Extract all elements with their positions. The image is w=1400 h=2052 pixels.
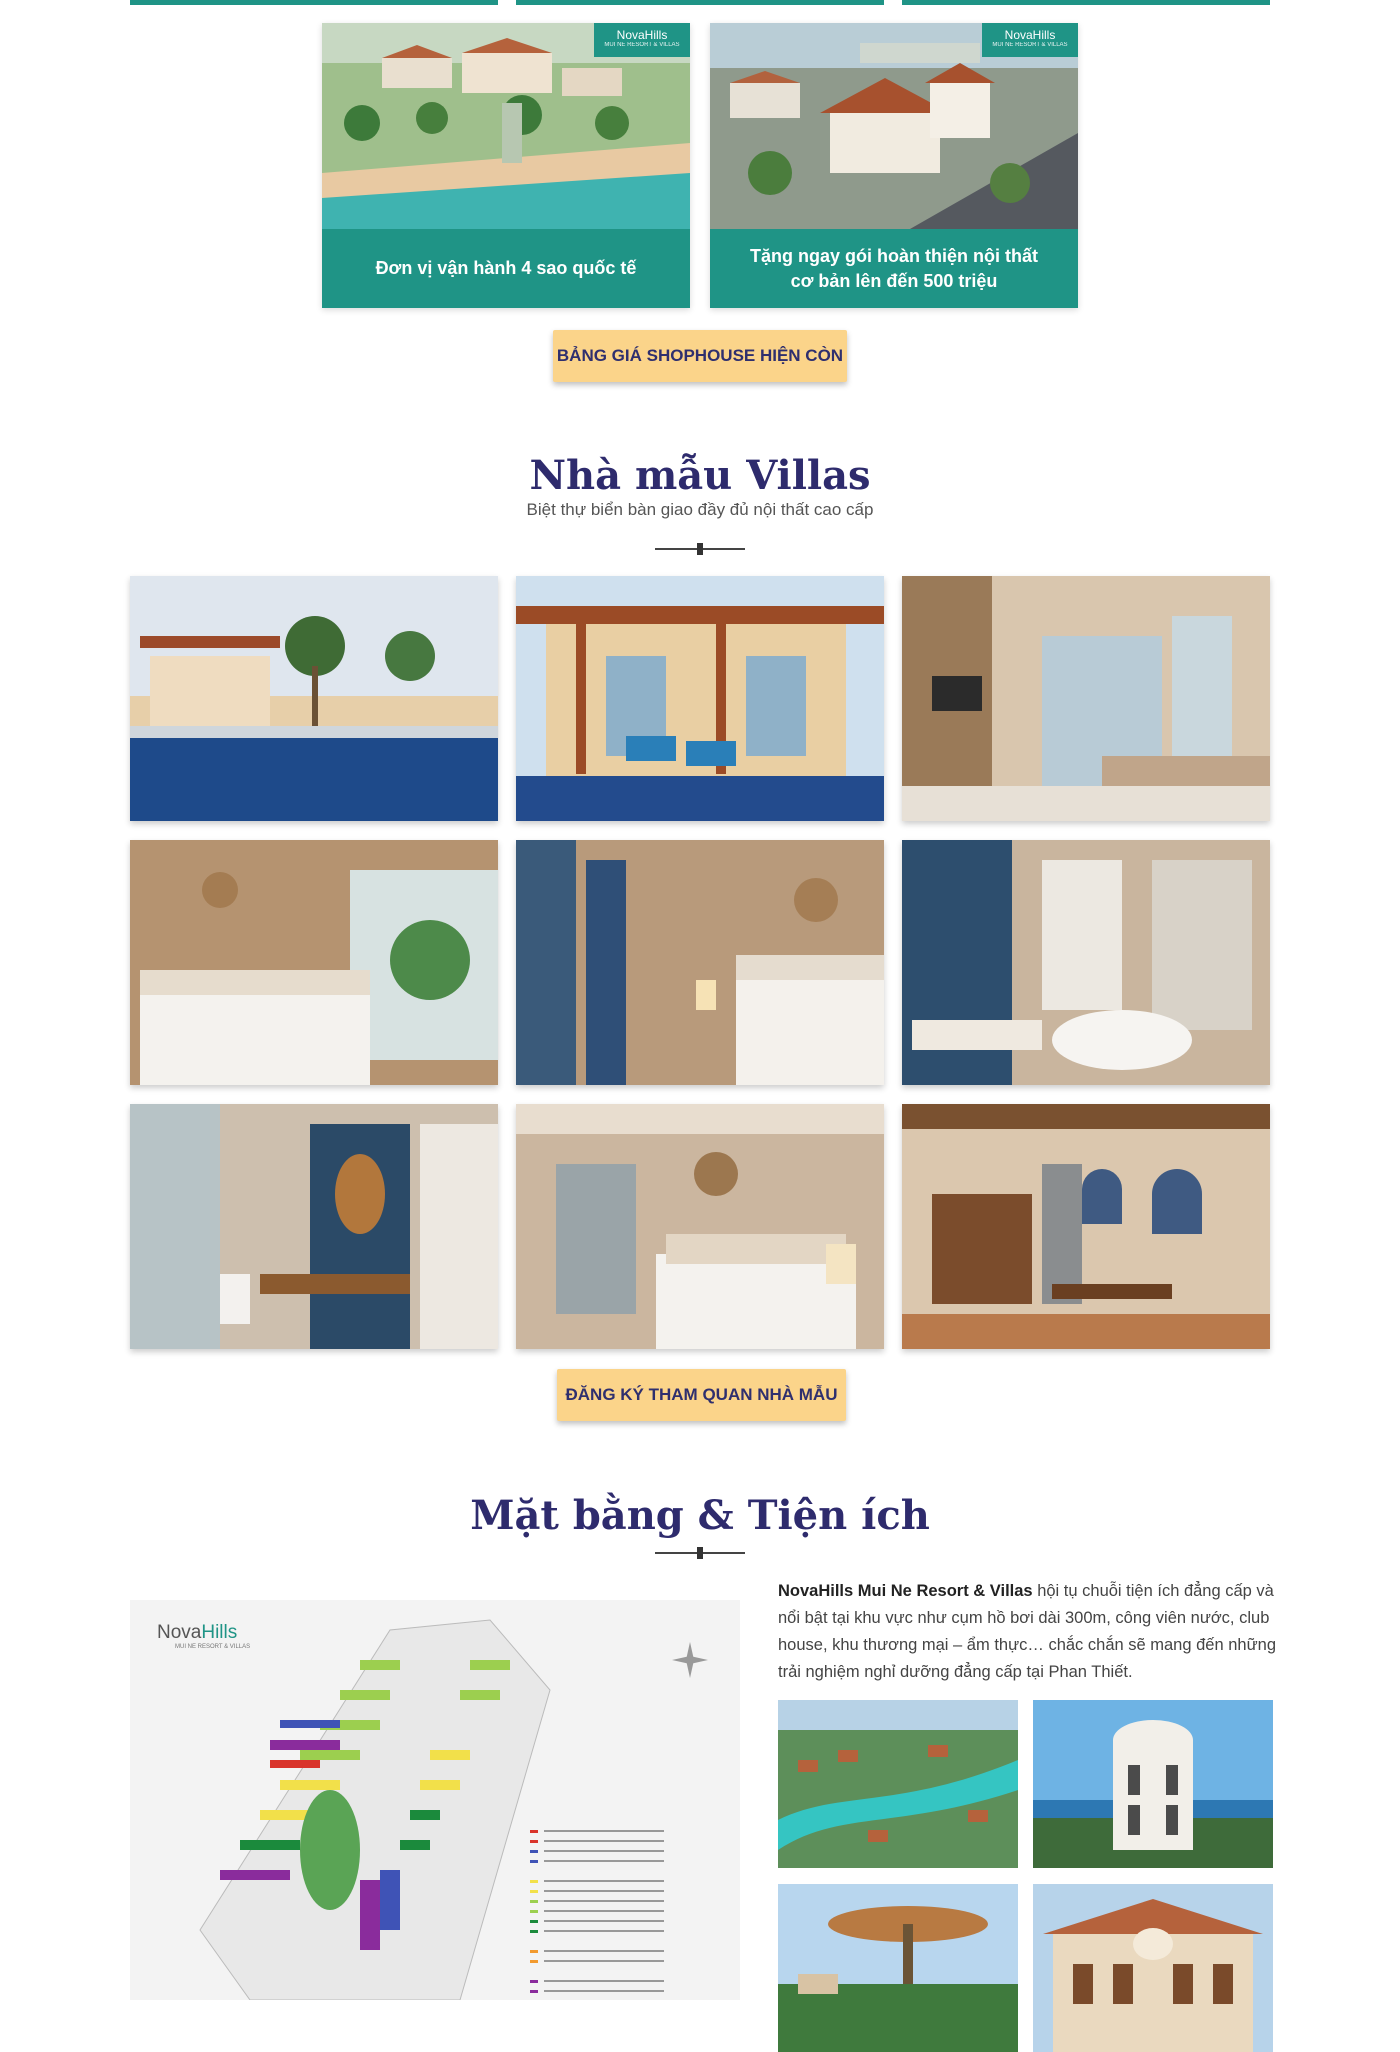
amenities-title: Mặt bằng & Tiện ích <box>470 1492 930 1539</box>
villa-photo-bedroom-tv[interactable] <box>516 1104 884 1349</box>
amenity-resort-dome[interactable] <box>778 1884 1018 2052</box>
card-edge-1 <box>130 0 498 5</box>
villas-title: Nhà mẫu Villas <box>529 452 871 499</box>
amenity-bell-tower[interactable] <box>1033 1700 1273 1868</box>
villa-photo-kitchen[interactable] <box>902 1104 1270 1349</box>
shophouse-price-button[interactable]: BẢNG GIÁ SHOPHOUSE HIỆN CÒN <box>553 330 847 382</box>
brand-badge: NovaHills MUI NE RESORT & VILLAS <box>594 23 690 57</box>
villas-subtitle: Biệt thự biển bàn giao đầy đủ nội thất cao cấp <box>526 500 874 519</box>
villa-photo-bedroom-wood[interactable] <box>516 840 884 1085</box>
brand-badge: NovaHills MUI NE RESORT & VILLAS <box>982 23 1078 57</box>
amenity-pool-aerial[interactable] <box>778 1700 1018 1868</box>
divider-mark <box>697 543 703 555</box>
villa-photo-pool[interactable] <box>130 576 498 821</box>
feature-caption: Tặng ngay gói hoàn thiện nội thất cơ bản lên đến 500 triệu <box>710 229 1078 308</box>
site-plan-map[interactable] <box>130 1600 740 2000</box>
amenity-clubhouse[interactable] <box>1033 1884 1273 2052</box>
resort-beach-render <box>322 23 690 229</box>
feature-card-operator <box>322 23 690 308</box>
card-edge-3 <box>902 0 1270 5</box>
divider-mark <box>697 1547 703 1559</box>
villa-photo-living[interactable] <box>902 576 1270 821</box>
project-name: NovaHills Mui Ne Resort & Villas <box>778 1582 1033 1600</box>
card-edge-2 <box>516 0 884 5</box>
description-text: hội tụ chuỗi tiện ích đẳng cấp và nổi bật tại khu vực như cụm hồ bơi dài 300m, công viên nước, club house, khu thương mại – ẩm thực… chắc chắn sẽ mang đến những trải nghiệm nghỉ dưỡng đẳng cấp tại Phan Thiết. <box>778 1582 1276 1681</box>
feature-card-interior-gift <box>710 23 1078 308</box>
amenities-description <box>778 1578 1278 1686</box>
villa-photo-pergola[interactable] <box>516 576 884 821</box>
feature-caption: Đơn vị vận hành 4 sao quốc tế <box>322 229 690 308</box>
map-logo: NovaHills MUI NE RESORT & VILLAS <box>157 1622 251 1650</box>
clubhouse-render <box>710 23 1078 229</box>
register-visit-button[interactable]: ĐĂNG KÝ THAM QUAN NHÀ MẪU <box>557 1369 846 1421</box>
villa-photo-bedroom-garden[interactable] <box>130 840 498 1085</box>
villa-photo-bathroom-tub[interactable] <box>902 840 1270 1085</box>
villa-photo-bathroom-vanity[interactable] <box>130 1104 498 1349</box>
